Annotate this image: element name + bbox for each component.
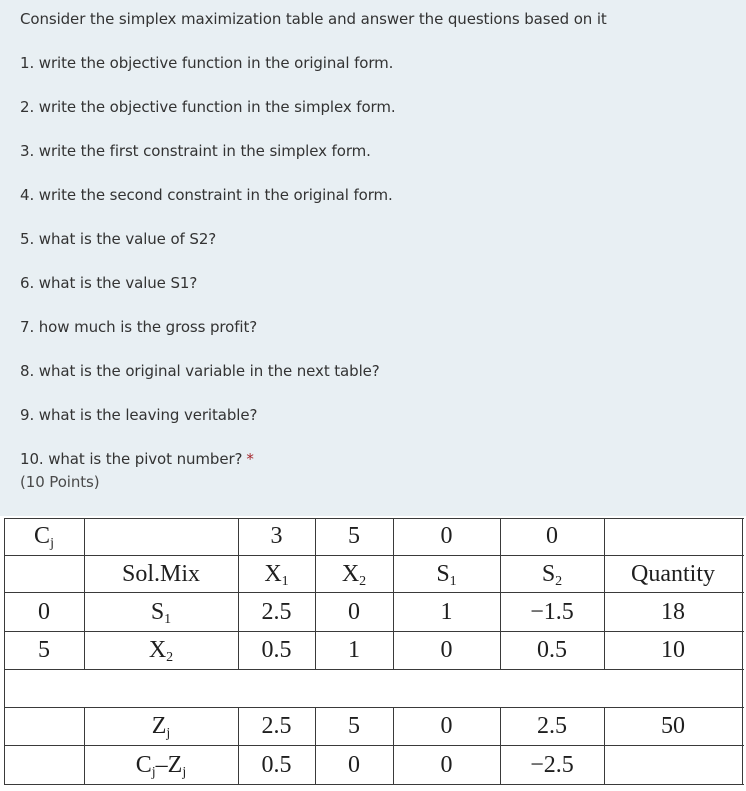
row2-s1: 0 (440, 637, 453, 663)
zj-s2: 2.5 (537, 713, 567, 739)
question-9: 9. what is the leaving veritable? (20, 406, 258, 424)
cjzj-s1: 0 (440, 752, 453, 778)
header-x2: $X_2$ (341, 561, 367, 589)
row1-x1: 2.5 (261, 599, 292, 625)
row2-quantity: 10 (661, 637, 685, 663)
table-border-bottom (4, 784, 744, 785)
question-5: 5. what is the value of S2? (20, 230, 217, 248)
header-s1: $S_1$ (436, 561, 457, 589)
cjzj-x1: 0.5 (261, 752, 292, 778)
row1-s2: −1.5 (530, 599, 574, 625)
question-2: 2. write the objective function in the simplex form. (20, 98, 396, 116)
question-intro: Consider the simplex maximization table and answer the questions based on it (20, 10, 607, 28)
row2-s2: 0.5 (537, 637, 567, 663)
row1-mix: $S_1$ (150, 599, 172, 627)
question-4: 4. write the second constraint in the original form. (20, 186, 393, 204)
header-x1: $X_1$ (264, 561, 289, 589)
question-7: 7. how much is the gross profit? (20, 318, 258, 336)
points-label: (10 Points) (20, 473, 100, 491)
zj-label: $Z_j$ (151, 713, 171, 741)
header-s2: $S_2$ (541, 561, 563, 589)
question-8: 8. what is the original variable in the next table? (20, 362, 380, 380)
question-10-text: 10. what is the pivot number? (20, 450, 243, 468)
cjzj-s2: −2.5 (530, 752, 574, 778)
row2-cj: 5 (38, 637, 50, 663)
cj-x2: 5 (348, 523, 360, 549)
row1-x2: 0 (348, 599, 360, 625)
cjzj-label: $C_j-Z_j$ (135, 752, 187, 780)
zj-s1: 0 (440, 713, 453, 739)
zj-x1: 2.5 (261, 713, 292, 739)
question-1: 1. write the objective function in the original form. (20, 54, 394, 72)
simplex-table-image (4, 518, 744, 786)
header-quantity: Quantity (631, 561, 715, 587)
table-border-right (742, 518, 743, 785)
row1-cj: 0 (38, 599, 50, 625)
cj-label: $C_j$ (34, 523, 54, 551)
row2-mix: $X_2$ (148, 637, 174, 665)
zj-x2: 5 (348, 713, 360, 739)
cj-x1: 3 (270, 523, 283, 549)
row2-x2: 1 (348, 637, 360, 663)
zj-quantity: 50 (661, 713, 685, 739)
cj-s1: 0 (440, 523, 453, 549)
required-marker: * (246, 450, 254, 468)
row2-x1: 0.5 (261, 637, 292, 663)
cjzj-x2: 0 (348, 752, 360, 778)
cj-s2: 0 (546, 523, 558, 549)
header-solmix: Sol.Mix (121, 561, 201, 587)
question-6: 6. what is the value S1? (20, 274, 198, 292)
question-10 (20, 450, 254, 468)
question-3: 3. write the first constraint in the simplex form. (20, 142, 371, 160)
table-row-divider (4, 669, 744, 670)
row1-s1: 1 (440, 599, 453, 625)
row1-quantity: 18 (661, 599, 685, 625)
